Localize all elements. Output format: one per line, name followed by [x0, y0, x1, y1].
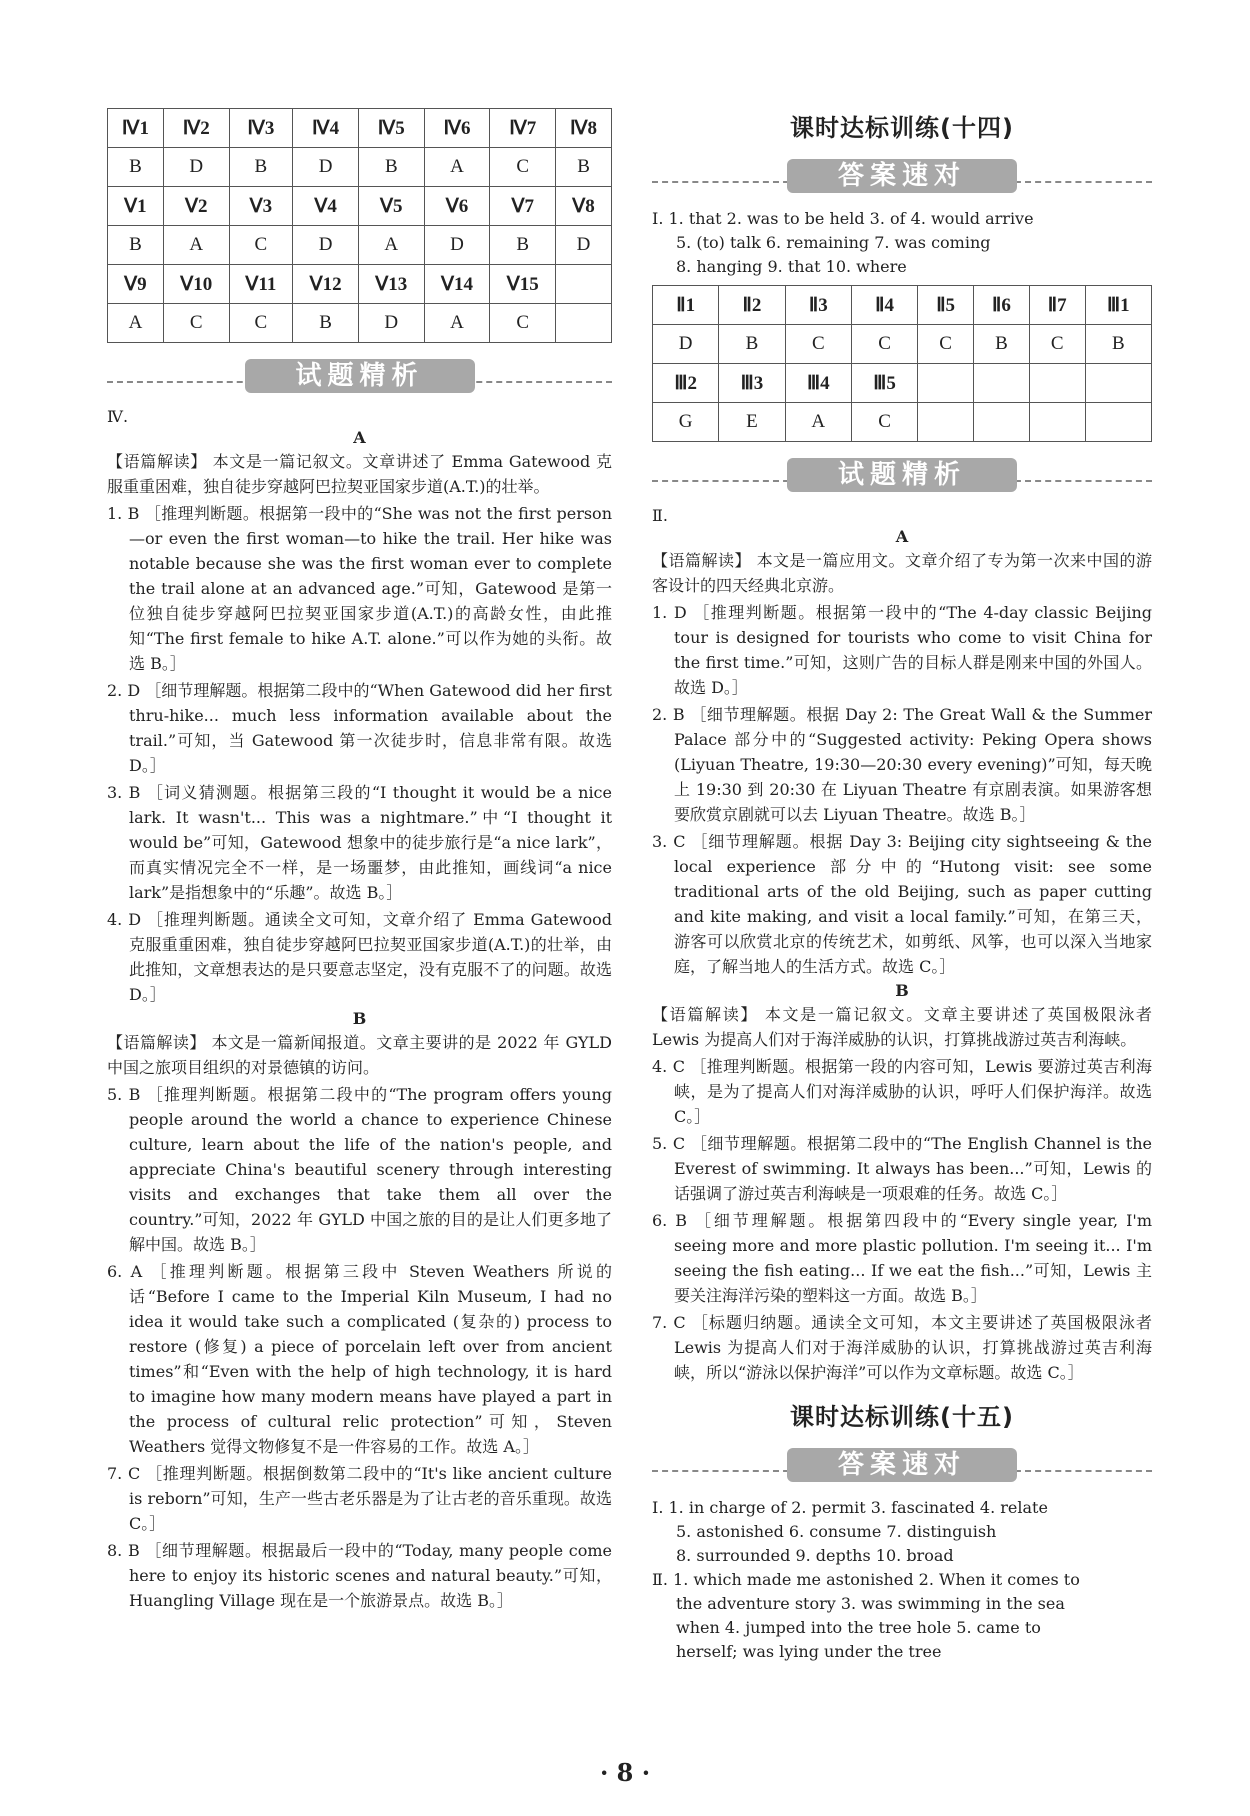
- answers-b: [652, 1054, 1152, 1385]
- table-cell: [556, 265, 612, 304]
- table-cell: Ⅴ12: [293, 265, 359, 304]
- table-cell: [556, 304, 612, 343]
- table-cell: B: [719, 325, 785, 364]
- table-cell: Ⅴ2: [163, 187, 229, 226]
- table-cell: Ⅴ3: [229, 187, 293, 226]
- answers-a: [652, 600, 1152, 979]
- table-cell: Ⅴ15: [490, 265, 556, 304]
- table-cell: C: [785, 325, 851, 364]
- table-cell: Ⅳ3: [229, 109, 293, 148]
- table-cell: E: [719, 403, 785, 442]
- answers-a: [107, 501, 612, 1007]
- answer-item: 7. C ［标题归纳题。通读全文可知，本文主要讲述了英国极限泳者 Lewis 为提高人们对于海洋威胁的认识，打算挑战游过英吉利海峡，所以“游泳以保护海洋”可以作为文章标题。故选 C。］: [652, 1313, 1152, 1382]
- answer-item: 4. C ［推理判断题。根据第一段的内容可知，Lewis 要游过英吉利海峡，是为了提高人们对海洋威胁的认识，呼吁人们保护海洋。故选 C。］: [652, 1057, 1152, 1126]
- table-cell: D: [653, 325, 719, 364]
- answer-line: Ⅰ. 1. that 2. was to be held 3. of 4. would arrive: [652, 209, 1034, 228]
- table-row: [653, 325, 1152, 364]
- table-row: [653, 286, 1152, 325]
- table-cell: Ⅴ14: [424, 265, 490, 304]
- table-cell: [1029, 403, 1085, 442]
- table-cell: Ⅱ7: [1029, 286, 1085, 325]
- answer-line: the adventure story 3. was swimming in the sea: [676, 1594, 1065, 1613]
- table-cell: [1085, 403, 1151, 442]
- table-cell: C: [490, 304, 556, 343]
- table-cell: D: [556, 226, 612, 265]
- table-cell: B: [108, 148, 164, 187]
- table-cell: Ⅱ3: [785, 286, 851, 325]
- answer-item: 1. D ［推理判断题。根据第一段中的“The 4-day classic Beijing tour is designed for tourists who come to visit China for the first time.”可知，这则广告的目标人群是刚来中国的外国人。故选 D。］: [652, 603, 1152, 697]
- part-a-label: A: [895, 527, 909, 546]
- lesson-title-14: 课时达标训练(十四): [790, 114, 1014, 142]
- answer-item: 1. B ［推理判断题。根据第一段中的“She was not the first person—or even the first woman—to hike the trail. Her hike was notable because she was the first woman ever to complete the trail alone at an advanced age.”可知，Gatewood 是第一位独自徒步穿越阿巴拉契亚国家步道(A.T.)的高龄女性，由此推知“The first female to hike A.T. alone.”可以作为她的头衔。故选 B。］: [107, 504, 612, 673]
- table-cell: D: [293, 226, 359, 265]
- answer-table-right: [652, 285, 1152, 442]
- table-cell: Ⅴ8: [556, 187, 612, 226]
- table-cell: Ⅳ5: [358, 109, 424, 148]
- table-cell: Ⅴ1: [108, 187, 164, 226]
- quick-answers-15: [652, 1496, 1152, 1664]
- table-row: [108, 187, 612, 226]
- table-cell: C: [851, 403, 917, 442]
- page-number: · 8 ·: [599, 1758, 651, 1787]
- table-cell: A: [163, 226, 229, 265]
- table-cell: Ⅳ4: [293, 109, 359, 148]
- answer-item: 4. D ［推理判断题。通读全文可知，文章介绍了 Emma Gatewood 克服重重困难，独自徒步穿越阿巴拉契亚国家步道(A.T.)的壮举，由此推知，文章想表达的是只要意志坚定，没有克服不了的问题。故选 D。］: [107, 910, 612, 1004]
- table-cell: Ⅳ8: [556, 109, 612, 148]
- table-cell: B: [358, 148, 424, 187]
- table-row: [653, 403, 1152, 442]
- table-cell: C: [490, 148, 556, 187]
- passage-intro-b: 【语篇解读】 本文是一篇新闻报道。文章主要讲的是 2022 年 GYLD 中国之旅项目组织的对景德镇的访问。: [107, 1033, 612, 1077]
- table-cell: Ⅴ6: [424, 187, 490, 226]
- table-cell: Ⅲ4: [785, 364, 851, 403]
- table-cell: [918, 403, 974, 442]
- section-label: Ⅱ.: [652, 506, 668, 525]
- analysis-banner: 试题精析: [107, 359, 612, 397]
- table-row: [653, 364, 1152, 403]
- table-cell: B: [490, 226, 556, 265]
- table-cell: Ⅲ5: [851, 364, 917, 403]
- answer-item: 8. B ［细节理解题。根据最后一段中的“Today, many people come here to enjoy its historic scenes and natural beauty.”可知，Huangling Village 现在是一个旅游景点。故选 B。］: [107, 1541, 612, 1610]
- table-cell: Ⅳ6: [424, 109, 490, 148]
- table-row: [108, 304, 612, 343]
- table-cell: Ⅲ1: [1085, 286, 1151, 325]
- answer-item: 2. D ［细节理解题。根据第二段中的“When Gatewood did her first thru-hike... much less information available about the trail.”可知，当 Gatewood 第一次徒步时，信息非常有限。故选 D。］: [107, 681, 612, 775]
- table-cell: B: [974, 325, 1030, 364]
- table-cell: Ⅴ5: [358, 187, 424, 226]
- answer-item: 3. C ［细节理解题。根据 Day 3: Beijing city sightseeing & the local experience 部分中的“Hutong visit: see some traditional arts of the old Beijing, such as paper cutting and kite making, and visit a local family.”可知，在第三天，游客可以欣赏北京的传统艺术，如剪纸、风筝，也可以深入当地家庭，了解当地人的生活方式。故选 C。］: [652, 832, 1152, 976]
- table-cell: Ⅱ4: [851, 286, 917, 325]
- quick-answers-14: [652, 207, 1152, 279]
- answer-item: 6. B ［细节理解题。根据第四段中的“Every single year, I'm seeing more and more plastic pollution. I'm seeing it... I'm seeing the fish eating... If we eat the fish...”可知，Lewis 主要关注海洋污染的塑料这一方面。故选 B。］: [652, 1211, 1152, 1305]
- table-cell: Ⅱ2: [719, 286, 785, 325]
- table-cell: B: [293, 304, 359, 343]
- table-cell: [974, 364, 1030, 403]
- table-cell: C: [918, 325, 974, 364]
- table-cell: [918, 364, 974, 403]
- table-cell: C: [163, 304, 229, 343]
- answer-item: 5. C ［细节理解题。根据第二段中的“The English Channel is the Everest of swimming. It always has been...”可知，Lewis 的话强调了游过英吉利海峡是一项艰难的任务。故选 C。］: [652, 1134, 1152, 1203]
- answer-line: Ⅰ. 1. in charge of 2. permit 3. fascinated 4. relate: [652, 1498, 1048, 1517]
- lesson-title-15: 课时达标训练(十五): [790, 1403, 1014, 1431]
- table-cell: Ⅴ9: [108, 265, 164, 304]
- table-cell: G: [653, 403, 719, 442]
- passage-intro-a: 【语篇解读】 本文是一篇应用文。文章介绍了专为第一次来中国的游客设计的四天经典北京游。: [652, 551, 1152, 595]
- answer-line: 5. (to) talk 6. remaining 7. was coming: [676, 233, 991, 252]
- answer-line: 8. surrounded 9. depths 10. broad: [676, 1546, 954, 1565]
- table-cell: D: [163, 148, 229, 187]
- answer-line: herself; was lying under the tree: [676, 1642, 942, 1661]
- left-column: [107, 108, 612, 1615]
- answer-item: 5. B ［推理判断题。根据第二段中的“The program offers young people around the world a chance to experience Chinese culture, learn about the life of the nation's people, and appreciate China's beautiful scenery through interesting visits and exchanges that take them all over the country.”可知，2022 年 GYLD 中国之旅的目的是让人们更多地了解中国。故选 B。］: [107, 1085, 612, 1254]
- table-cell: Ⅳ7: [490, 109, 556, 148]
- table-cell: Ⅴ4: [293, 187, 359, 226]
- table-cell: B: [229, 148, 293, 187]
- table-cell: A: [358, 226, 424, 265]
- answers-b: [107, 1082, 612, 1613]
- answer-line: 8. hanging 9. that 10. where: [676, 257, 907, 276]
- table-cell: [974, 403, 1030, 442]
- table-cell: Ⅱ5: [918, 286, 974, 325]
- table-cell: A: [424, 148, 490, 187]
- answer-banner: 答案速对: [652, 159, 1152, 197]
- answer-item: 2. B ［细节理解题。根据 Day 2: The Great Wall & the Summer Palace 部分中的“Suggested activity: Peking Opera shows (Liyuan Theatre, 19:30—20:30 every evening)”可知，每天晚上 19:30 到 20:30 在 Liyuan Theatre 有京剧表演。如果游客想要欣赏京剧就可以去 Liyuan Theatre。故选 B。］: [652, 705, 1152, 824]
- part-b-label: B: [895, 981, 909, 1000]
- passage-intro-b: 【语篇解读】 本文是一篇记叙文。文章主要讲述了英国极限泳者 Lewis 为提高人们对于海洋威胁的认识，打算挑战游过英吉利海峡。: [652, 1005, 1152, 1049]
- table-cell: C: [851, 325, 917, 364]
- table-cell: Ⅲ3: [719, 364, 785, 403]
- table-cell: Ⅴ11: [229, 265, 293, 304]
- part-b-label: B: [352, 1009, 367, 1028]
- answer-item: 3. B ［词义猜测题。根据第三段的“I thought it would be a nice lark. It wasn't... This was a nightmare.”中“I thought it would be”可知，Gatewood 想象中的徒步旅行是“a nice lark”，而真实情况完全不一样，是一场噩梦，由此推知，画线词“a nice lark”是指想象中的“乐趣”。故选 B。］: [107, 783, 612, 902]
- table-cell: Ⅴ13: [358, 265, 424, 304]
- table-cell: Ⅱ6: [974, 286, 1030, 325]
- table-cell: C: [229, 304, 293, 343]
- table-cell: D: [358, 304, 424, 343]
- table-cell: D: [293, 148, 359, 187]
- passage-intro-a: 【语篇解读】 本文是一篇记叙文。文章讲述了 Emma Gatewood 克服重重困难，独自徒步穿越阿巴拉契亚国家步道(A.T.)的壮举。: [107, 452, 612, 496]
- table-cell: [1085, 364, 1151, 403]
- answer-item: 7. C ［推理判断题。根据倒数第二段中的“It's like ancient culture is reborn”可知，生产一些古老乐器是为了让古老的音乐重现。故选 C。］: [107, 1464, 612, 1533]
- table-row: [108, 226, 612, 265]
- table-cell: A: [785, 403, 851, 442]
- table-cell: C: [1029, 325, 1085, 364]
- table-cell: D: [424, 226, 490, 265]
- table-row: [108, 109, 612, 148]
- table-cell: B: [1085, 325, 1151, 364]
- table-row: [108, 148, 612, 187]
- table-cell: [1029, 364, 1085, 403]
- table-cell: Ⅴ7: [490, 187, 556, 226]
- table-cell: Ⅳ2: [163, 109, 229, 148]
- analysis-banner: 试题精析: [652, 458, 1152, 496]
- answer-item: 6. A ［推理判断题。根据第三段中 Steven Weathers 所说的话“Before I came to the Imperial Kiln Museum, I had no idea it would take such a complicated (复杂的) process to restore (修复) a piece of porcelain left over from ancient times”和“Even with the help of high technology, it is hard to imagine how many modern means have played a part in the process of cultural relic protection”可知，Steven Weathers 觉得文物修复不是一件容易的工作。故选 A。］: [107, 1262, 612, 1456]
- table-cell: C: [229, 226, 293, 265]
- answer-table-left: [107, 108, 612, 343]
- table-cell: A: [108, 304, 164, 343]
- answer-banner: 答案速对: [652, 1448, 1152, 1486]
- part-a-label: A: [353, 428, 366, 447]
- table-cell: Ⅲ2: [653, 364, 719, 403]
- answer-line: 5. astonished 6. consume 7. distinguish: [676, 1522, 997, 1541]
- answer-line: Ⅱ. 1. which made me astonished 2. When it comes to: [652, 1570, 1080, 1589]
- right-column: [652, 100, 1152, 1664]
- table-row: [108, 265, 612, 304]
- table-cell: Ⅱ1: [653, 286, 719, 325]
- table-cell: A: [424, 304, 490, 343]
- table-cell: B: [108, 226, 164, 265]
- table-cell: Ⅳ1: [108, 109, 164, 148]
- section-label: Ⅳ.: [107, 407, 129, 426]
- table-cell: Ⅴ10: [163, 265, 229, 304]
- answer-line: when 4. jumped into the tree hole 5. came to: [676, 1618, 1041, 1637]
- table-cell: B: [556, 148, 612, 187]
